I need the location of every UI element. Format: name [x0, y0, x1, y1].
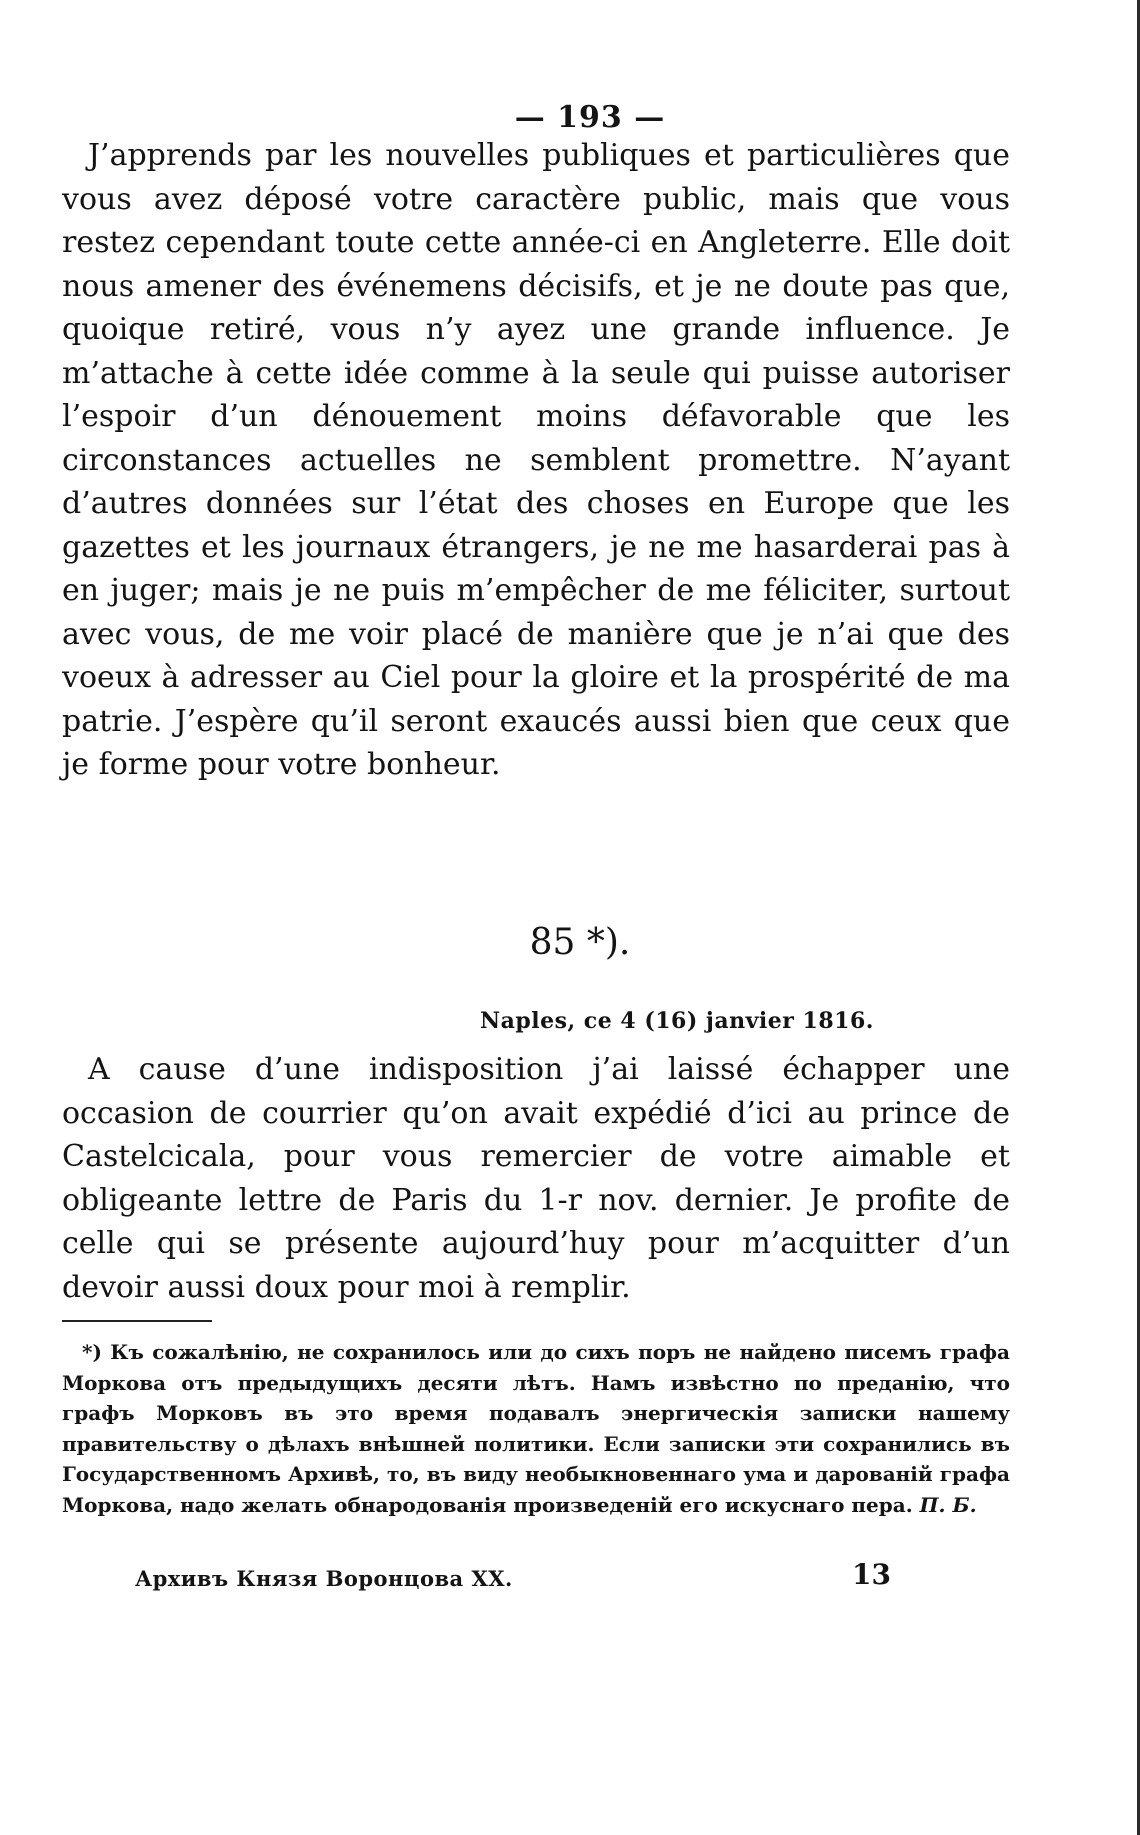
footnote-marker: *)	[82, 1340, 102, 1364]
page-number: — 193 —	[514, 100, 666, 135]
footnote	[62, 1337, 1010, 1520]
letter-opening-paragraph: A cause d’une indisposition j’ai laissé échapper une occasion de courrier qu’on avait expédié d’ici au prince de Castelcicala, pour vous remercier de votre aimable et obligeante lettre de Paris du 1-r nov. dernier. Je profite de celle qui se présente aujourd’huy pour m’acquitter d’un devoir aussi doux pour moi à remplir.	[62, 1052, 1010, 1305]
footnote-divider	[62, 1320, 212, 1322]
letter-number-heading: 85 *).	[529, 922, 631, 963]
footer-archive-title: Архивъ Князя Воронцова XX.	[135, 1566, 513, 1591]
footer-sheet-number: 13	[852, 1558, 891, 1591]
footnote-signature: П. Б.	[919, 1492, 977, 1517]
letter-dateline: Naples, ce 4 (16) janvier 1816.	[480, 1008, 874, 1034]
footnote-text: Къ сожалѣнію, не сохранилось или до сихъ поръ не найдено писемъ графа Моркова отъ предыдущихъ десяти лѣтъ. Намъ извѣстно по преданію, что графъ Морковъ въ это время подавалъ энергическія записки нашему правительству о дѣлахъ внѣшней политики. Если записки эти сохранились въ Государственномъ Архивѣ, то, въ виду необыкновеннаго ума и дарованій графа Моркова, надо желать обнародованія произведеній его искуснаго пера.	[62, 1340, 1010, 1517]
letter-body-paragraph: J’apprends par les nouvelles publiques et particulières que vous avez déposé votre caractère public, mais que vous restez cependant toute cette année-ci en Angleterre. Elle doit nous amener des événemens décisifs, et je ne doute pas que, quoique retiré, vous n’y ayez une grande influence. Je m’attache à cette idée comme à la seule qui puisse autoriser l’espoir d’un dénouement moins défavorable que les circonstances actuelles ne semblent promettre. N’ayant d’autres données sur l’état des choses en Europe que les gazettes et les journaux étrangers, je ne me hasarderai pas à en juger; mais je ne puis m’empêcher de me féliciter, surtout avec vous, de me voir placé de manière que je n’ai que des voeux à adresser au Ciel pour la gloire et la prospérité de ma patrie. J’espère qu’il seront exaucés aussi bien que ceux que je forme pour votre bonheur.	[62, 138, 1010, 782]
